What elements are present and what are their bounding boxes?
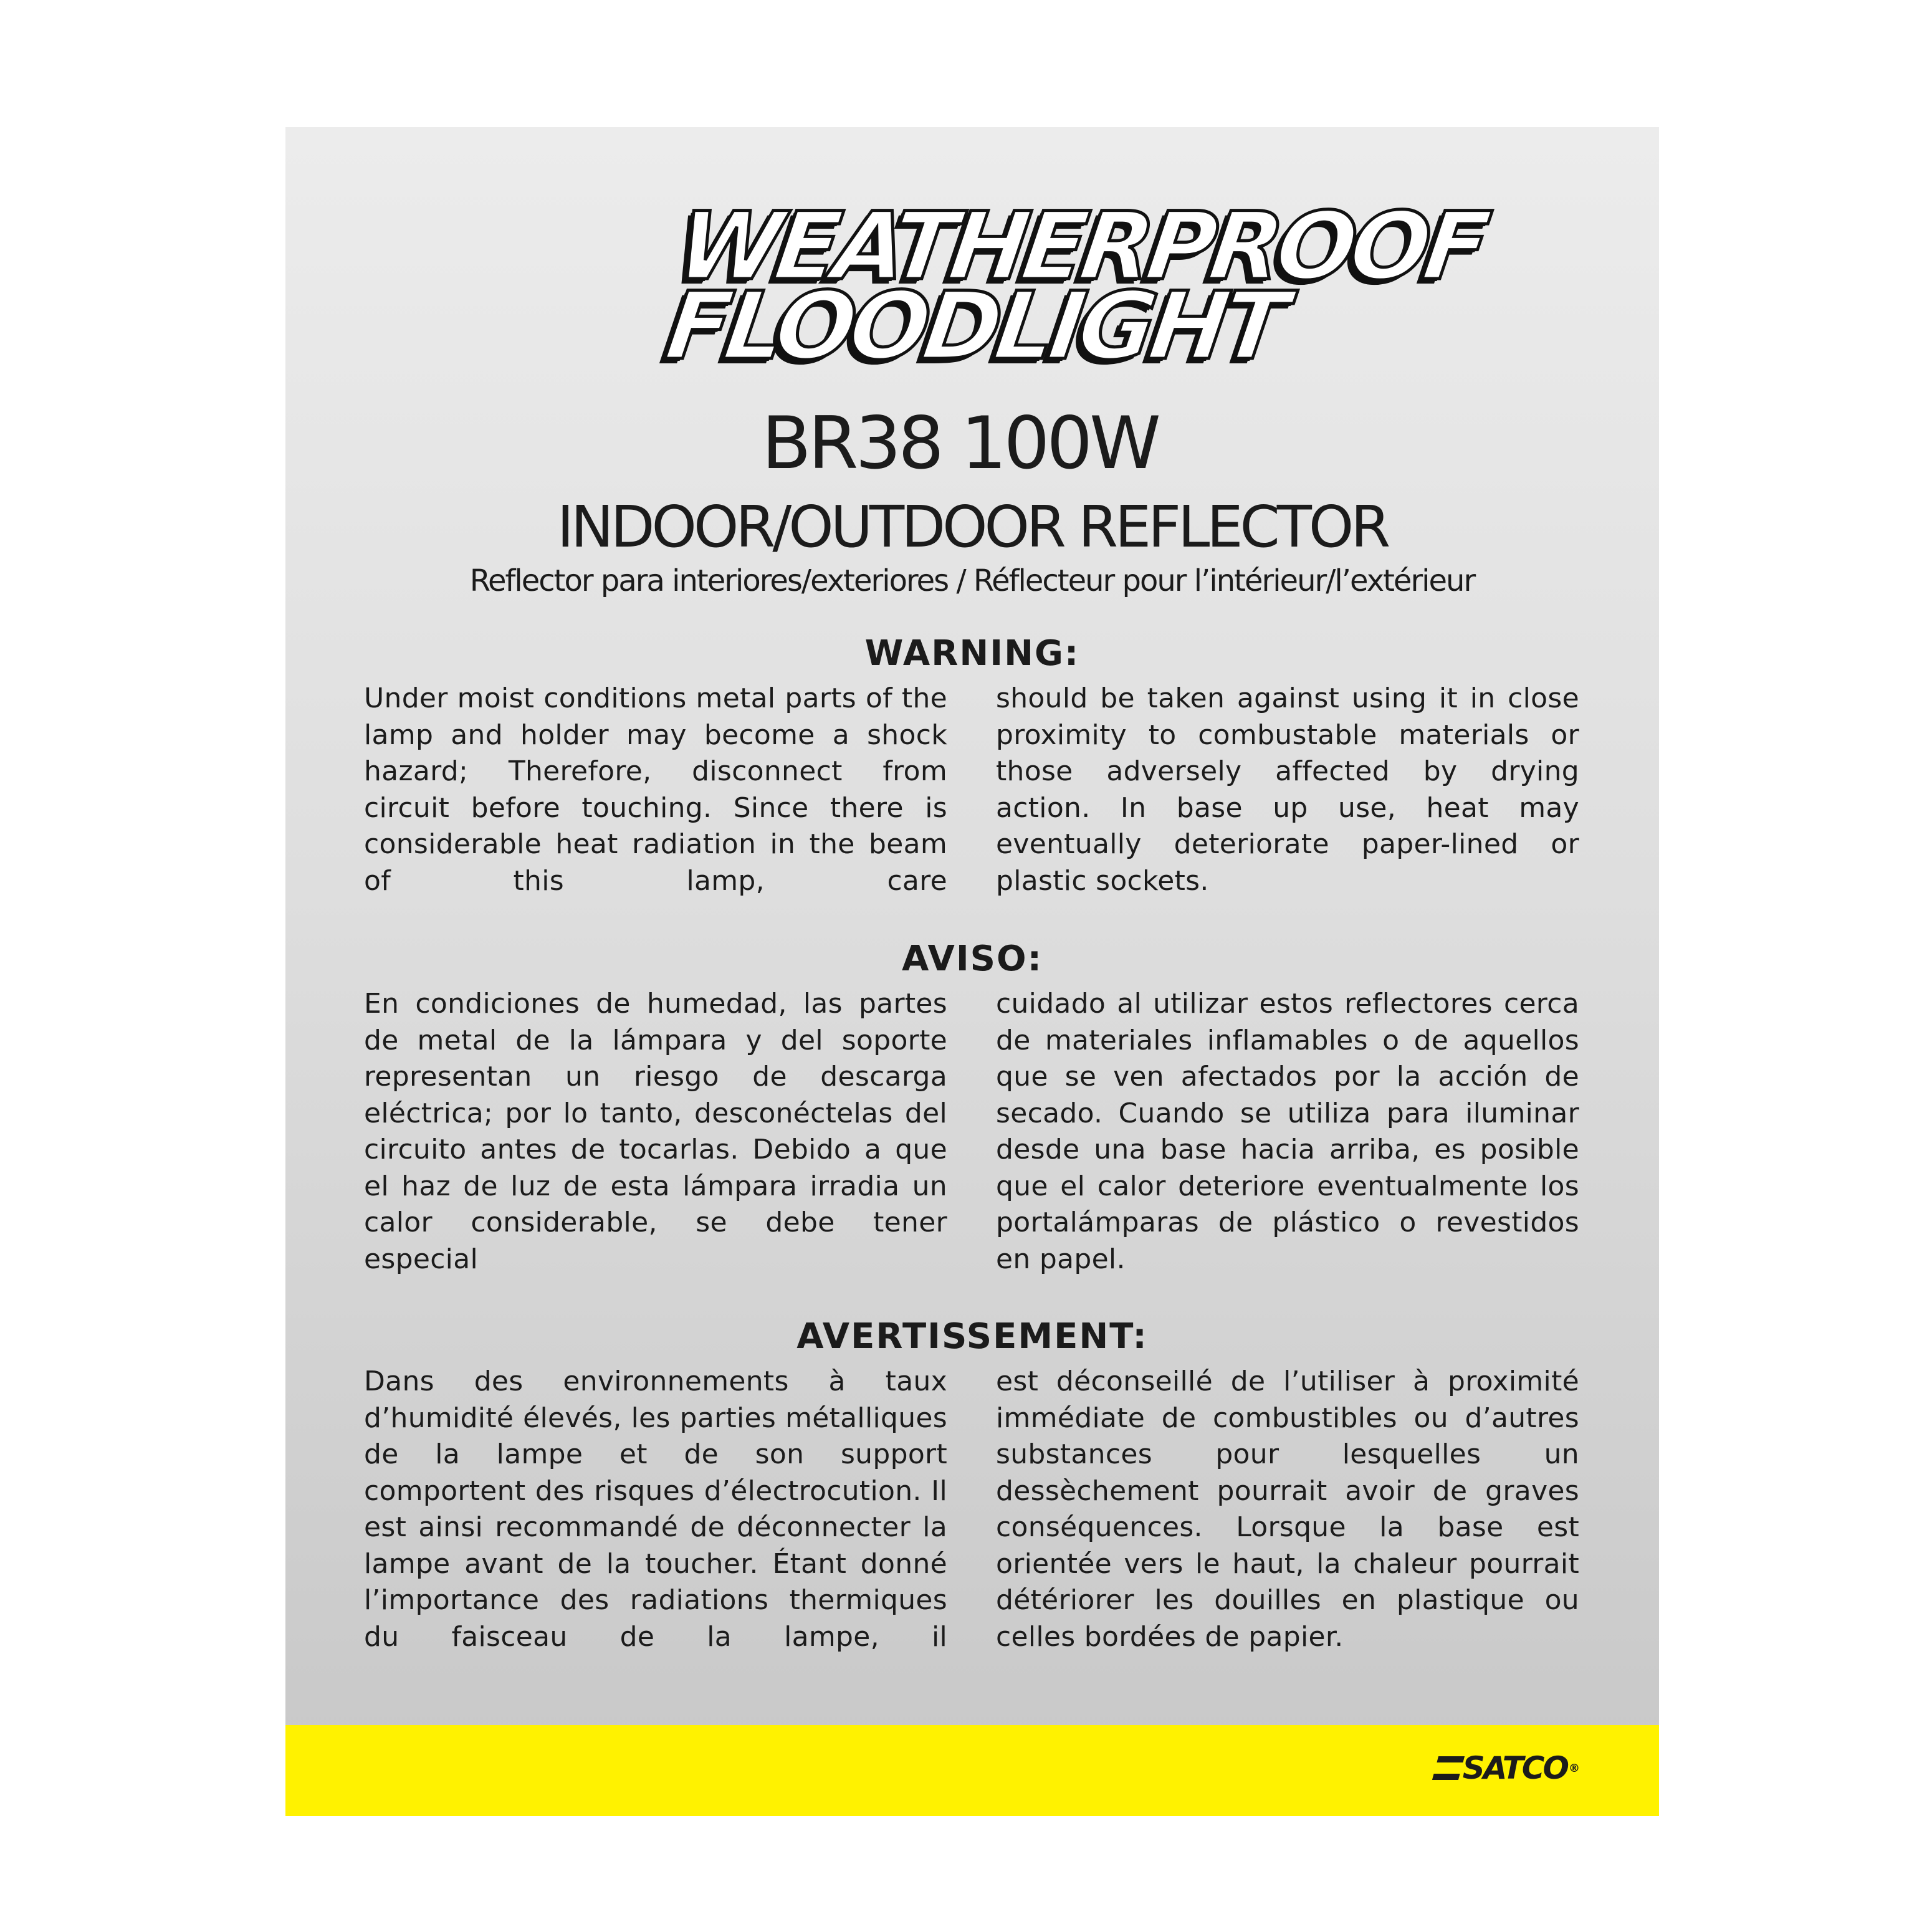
product-subtitle: INDOOR/OUTDOOR REFLECTOR <box>557 494 1388 560</box>
avertissement-heading: AVERTISSEMENT: <box>796 1316 1148 1357</box>
registered-mark: ® <box>1569 1761 1578 1775</box>
aviso-text-right: cuidado al utilizar estos reflectores cerca de materiales inflamables o de aquellos que se ven afectados por la acción de secado. Cuando se utiliza para iluminar desde una base hacia arriba, es posible que el calor deteriore eventualmente los portalámparas de plástico o revestidos en papel. <box>996 988 1579 1275</box>
product-title <box>659 193 1491 381</box>
title-line-2: FLOODLIGHT <box>659 272 1289 381</box>
warning-text-right: should be taken against using it in close proximity to combustable materials or those adversely affected by drying action. In base up use, heat may eventually deteriorate paper-lined or plastic sockets. <box>996 682 1579 897</box>
satco-s-mark-icon <box>1432 1756 1465 1780</box>
avertissement-text-left: Dans des environnements à taux d’humidité élevés, les parties métalliques de la lampe et de son support comportent des risques d’électrocution. Il est ainsi recommandé de déconnecter la lampe avant de la toucher. Étant donné l’importance des radiations thermiques du faisceau de la lampe, il <box>364 1365 947 1653</box>
warning-text-left: Under moist conditions metal parts of the lamp and holder may become a shock hazard; Therefore, disconnect from circuit before touching. Since there is considerable heat radiation in the beam of this lamp, care <box>364 682 947 897</box>
avertissement-text-right: est déconseillé de l’utiliser à proximité immédiate de combustibles ou d’autres substances pour lesquelles un dessèchement pourrait avoir de graves conséquences. Lorsque la base est orientée vers le haut, la chaleur pourrait détériorer les douilles en plastique ou celles bordées de papier. <box>996 1365 1579 1653</box>
aviso-text-left: En condiciones de humedad, las partes de metal de la lámpara y del soporte representan un riesgo de descarga eléctrica; por lo tanto, desconéctelas del circuito antes de tocarlas. Debido a que el haz de luz de esta lámpara irradia un calor considerable, se debe tener especial <box>364 988 947 1275</box>
subtitle-translations: Reflector para interiores/exteriores / Réflecteur pour l’intérieur/l’extérieur <box>469 563 1475 598</box>
model-heading: BR38 100W <box>762 401 1158 485</box>
brand-name: SATCO <box>1462 1750 1567 1786</box>
package-panel <box>285 127 1659 1816</box>
brand-band <box>285 1725 1659 1816</box>
aviso-heading: AVISO: <box>901 939 1043 979</box>
satco-logo <box>1435 1750 1578 1786</box>
warning-heading: WARNING: <box>864 633 1080 674</box>
title-line-1: WEATHERPROOF <box>671 193 1491 301</box>
